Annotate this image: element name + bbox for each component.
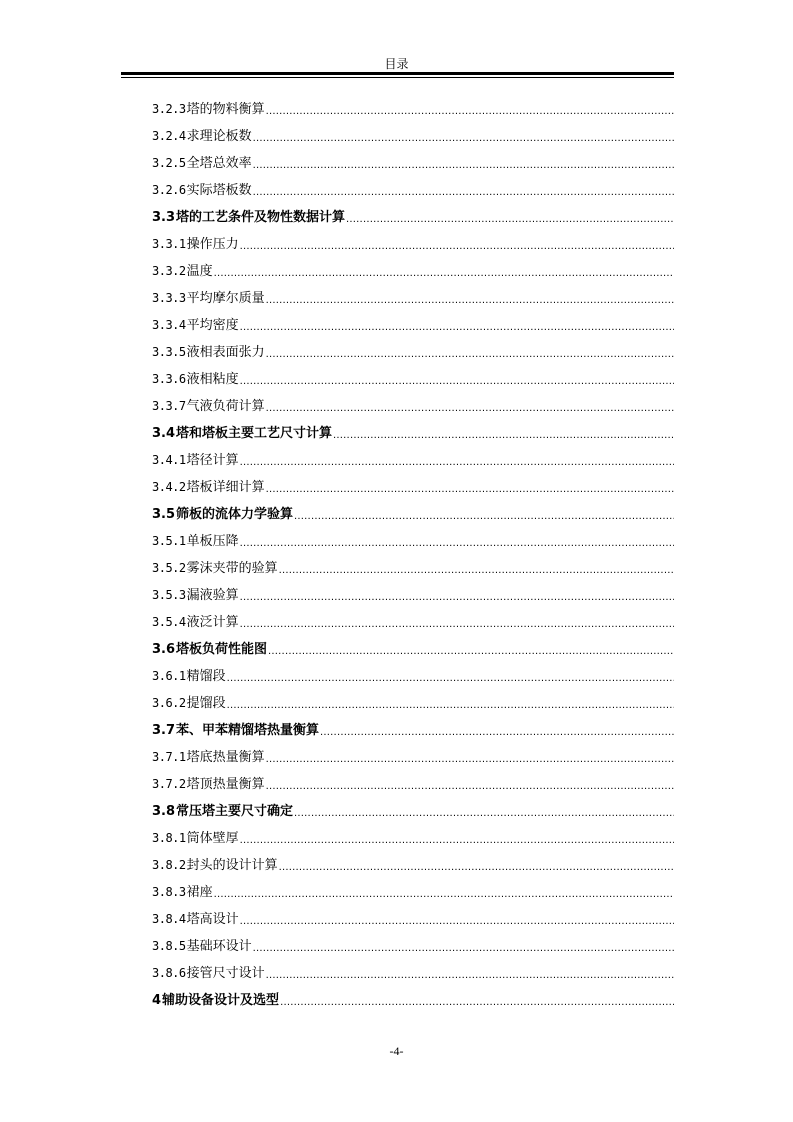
toc-entry[interactable]	[152, 366, 674, 393]
toc-entry[interactable]	[152, 906, 674, 933]
toc-entry[interactable]	[152, 609, 674, 636]
toc-entry[interactable]	[152, 744, 674, 771]
toc-dot-leader	[266, 339, 674, 366]
page-number: -4-	[389, 1044, 404, 1058]
toc-dot-leader	[266, 96, 674, 123]
toc-entry-title: 塔板详细计算	[186, 480, 265, 495]
toc-entry-title: 塔的工艺条件及物性数据计算	[176, 210, 346, 225]
toc-entry-title: 塔和塔板主要工艺尺寸计算	[176, 426, 333, 441]
toc-dot-leader	[240, 312, 674, 339]
toc-dot-leader	[214, 258, 674, 285]
toc-dot-leader	[266, 474, 674, 501]
toc-entry-title: 塔高设计	[186, 912, 239, 927]
toc-entry-number: 3.3.2	[152, 264, 186, 278]
toc-entry-number: 3.2.6	[152, 183, 186, 197]
toc-entry[interactable]	[152, 690, 674, 717]
toc-entry-number: 3.3.4	[152, 318, 186, 332]
toc-dot-leader	[280, 987, 674, 1014]
toc-entry-title: 筒体壁厚	[186, 831, 239, 846]
toc-entry-title: 苯、甲苯精馏塔热量衡算	[176, 723, 320, 738]
toc-entry-number: 3.2.3	[152, 102, 186, 116]
toc-entry[interactable]	[152, 312, 674, 339]
toc-entry-number: 3.3	[152, 210, 176, 225]
toc-entry-number: 3.4	[152, 426, 176, 441]
toc-dot-leader	[240, 582, 674, 609]
toc-dot-leader	[266, 744, 674, 771]
toc-entry-number: 3.5.1	[152, 534, 186, 548]
toc-entry-number: 3.3.5	[152, 345, 186, 359]
toc-dot-leader	[253, 150, 674, 177]
toc-dot-leader	[253, 933, 674, 960]
toc-entry[interactable]	[152, 555, 674, 582]
toc-entry[interactable]	[152, 231, 674, 258]
toc-entry-title: 封头的设计计算	[186, 858, 278, 873]
toc-entry-title: 操作压力	[186, 237, 239, 252]
toc-entry-number: 3.8.5	[152, 939, 186, 953]
toc-entry[interactable]	[152, 123, 674, 150]
toc-entry-title: 基础环设计	[186, 939, 252, 954]
toc-entry[interactable]	[152, 447, 674, 474]
toc-dot-leader	[346, 204, 674, 231]
toc-dot-leader	[320, 717, 674, 744]
toc-dot-leader	[268, 636, 674, 663]
toc-entry-number: 3.7.1	[152, 750, 186, 764]
header-rule-thick	[121, 72, 674, 75]
toc-entry[interactable]	[152, 825, 674, 852]
table-of-contents	[152, 96, 674, 1014]
toc-entry-title: 塔顶热量衡算	[186, 777, 265, 792]
toc-entry-title: 雾沫夹带的验算	[186, 561, 278, 576]
toc-entry-title: 常压塔主要尺寸确定	[176, 804, 294, 819]
toc-dot-leader	[227, 663, 674, 690]
toc-entry-number: 3.6.1	[152, 669, 186, 683]
toc-dot-leader	[227, 690, 674, 717]
toc-entry[interactable]	[152, 771, 674, 798]
toc-entry[interactable]	[152, 987, 674, 1014]
toc-entry-title: 气液负荷计算	[186, 399, 265, 414]
toc-dot-leader	[240, 231, 674, 258]
toc-entry-number: 3.8.3	[152, 885, 186, 899]
toc-dot-leader	[266, 960, 674, 987]
toc-entry[interactable]	[152, 474, 674, 501]
toc-entry[interactable]	[152, 528, 674, 555]
toc-entry-title: 塔径计算	[186, 453, 239, 468]
toc-dot-leader	[294, 798, 674, 825]
toc-entry-number: 4	[152, 993, 162, 1008]
toc-dot-leader	[294, 501, 674, 528]
toc-entry-number: 3.3.6	[152, 372, 186, 386]
toc-entry-title: 温度	[186, 264, 213, 279]
toc-entry-title: 裙座	[186, 885, 213, 900]
toc-dot-leader	[240, 528, 674, 555]
toc-dot-leader	[279, 555, 674, 582]
toc-entry[interactable]	[152, 150, 674, 177]
toc-entry-title: 精馏段	[186, 669, 226, 684]
toc-entry-number: 3.8.1	[152, 831, 186, 845]
toc-entry-title: 求理论板数	[186, 129, 252, 144]
toc-entry-title: 漏液验算	[186, 588, 239, 603]
toc-dot-leader	[240, 825, 674, 852]
toc-entry[interactable]	[152, 582, 674, 609]
toc-entry-number: 3.7	[152, 723, 176, 738]
toc-entry-number: 3.6.2	[152, 696, 186, 710]
toc-entry-number: 3.3.1	[152, 237, 186, 251]
toc-entry[interactable]	[152, 717, 674, 744]
toc-entry-number: 3.5.2	[152, 561, 186, 575]
running-header-title: 目录	[384, 57, 409, 71]
toc-entry-number: 3.4.1	[152, 453, 186, 467]
toc-entry-title: 全塔总效率	[186, 156, 252, 171]
toc-entry[interactable]	[152, 798, 674, 825]
toc-entry-title: 辅助设备设计及选型	[162, 993, 280, 1008]
toc-dot-leader	[333, 420, 674, 447]
toc-entry-number: 3.5.3	[152, 588, 186, 602]
toc-entry-title: 筛板的流体力学验算	[176, 507, 294, 522]
toc-entry-number: 3.2.5	[152, 156, 186, 170]
toc-entry-title: 平均密度	[186, 318, 239, 333]
toc-entry-number: 3.4.2	[152, 480, 186, 494]
toc-entry-title: 平均摩尔质量	[186, 291, 265, 306]
toc-entry[interactable]	[152, 636, 674, 663]
header-rule-thin	[121, 77, 674, 78]
toc-entry[interactable]	[152, 96, 674, 123]
toc-entry[interactable]	[152, 204, 674, 231]
toc-dot-leader	[279, 852, 674, 879]
toc-entry-number: 3.8.6	[152, 966, 186, 980]
toc-entry[interactable]	[152, 960, 674, 987]
toc-dot-leader	[253, 123, 674, 150]
toc-entry-number: 3.3.3	[152, 291, 186, 305]
toc-entry-number: 3.2.4	[152, 129, 186, 143]
toc-entry-number: 3.3.7	[152, 399, 186, 413]
toc-dot-leader	[266, 771, 674, 798]
toc-entry-number: 3.8.2	[152, 858, 186, 872]
toc-entry[interactable]	[152, 393, 674, 420]
toc-entry[interactable]	[152, 285, 674, 312]
toc-entry-number: 3.7.2	[152, 777, 186, 791]
toc-entry-number: 3.6	[152, 642, 176, 657]
toc-dot-leader	[253, 177, 674, 204]
toc-entry[interactable]	[152, 501, 674, 528]
toc-entry-number: 3.5.4	[152, 615, 186, 629]
toc-dot-leader	[240, 447, 674, 474]
toc-dot-leader	[240, 609, 674, 636]
toc-entry[interactable]	[152, 879, 674, 906]
toc-entry-number: 3.5	[152, 507, 176, 522]
toc-entry-title: 塔板负荷性能图	[176, 642, 268, 657]
toc-entry-title: 接管尺寸设计	[186, 966, 265, 981]
toc-entry[interactable]	[152, 339, 674, 366]
toc-entry-number: 3.8.4	[152, 912, 186, 926]
toc-entry-title: 提馏段	[186, 696, 226, 711]
toc-entry-title: 单板压降	[186, 534, 239, 549]
toc-dot-leader	[240, 906, 674, 933]
toc-dot-leader	[214, 879, 674, 906]
toc-entry-title: 液泛计算	[186, 615, 239, 630]
toc-entry-title: 塔的物料衡算	[186, 102, 265, 117]
toc-entry-title: 实际塔板数	[186, 183, 252, 198]
toc-entry[interactable]	[152, 663, 674, 690]
toc-dot-leader	[266, 393, 674, 420]
toc-entry[interactable]	[152, 852, 674, 879]
toc-entry[interactable]	[152, 258, 674, 285]
toc-dot-leader	[240, 366, 674, 393]
toc-entry[interactable]	[152, 933, 674, 960]
toc-entry[interactable]	[152, 420, 674, 447]
toc-entry-title: 液相表面张力	[186, 345, 265, 360]
toc-entry[interactable]	[152, 177, 674, 204]
toc-entry-title: 塔底热量衡算	[186, 750, 265, 765]
toc-entry-title: 液相粘度	[186, 372, 239, 387]
toc-entry-number: 3.8	[152, 804, 176, 819]
toc-dot-leader	[266, 285, 674, 312]
